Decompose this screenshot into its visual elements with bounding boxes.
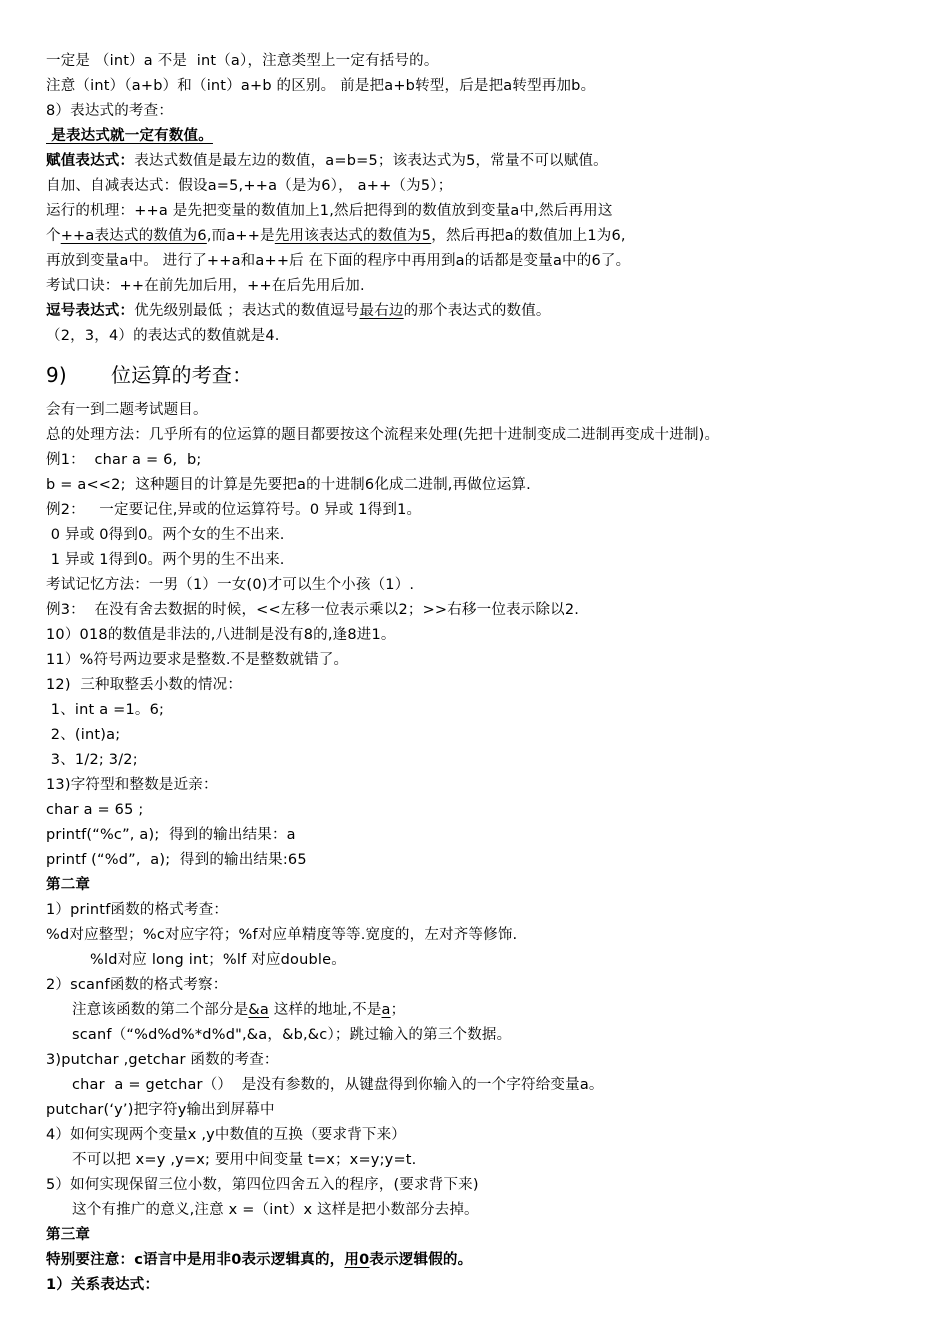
code-line-getchar: char a = getchar（） 是没有参数的，从键盘得到你输入的一个字符给变量a。: [72, 1077, 604, 1093]
text-line-increment: 自加、自减表达式：假设a=5,++a（是为6）， a++（为5）；: [46, 178, 453, 194]
section-heading-12: 12) 三种取整丢小数的情况：: [46, 677, 243, 693]
text-line-comma-expr: 逗号表达式：优先级别最低 ；表达式的数值逗号最右边的那个表达式的数值。: [46, 303, 551, 319]
text-line-swap: 4）如何实现两个变量x ,y中数值的互换（要求背下来）: [46, 1127, 407, 1143]
text-line-format-specs: %d对应整型；%c对应字符；%f对应单精度等等.宽度的，左对齐等修饰.: [46, 927, 518, 943]
text-line-case-2: 2、(int)a;: [46, 727, 121, 743]
text-line-mechanism-3: 再放到变量a中。 进行了++a和a++后 在下面的程序中再用到a的话都是变量a中的6了。: [46, 253, 631, 269]
text-line-example-1: 例1： char a = 6, b;: [46, 452, 202, 468]
code-line-scanf: scanf（“%d%d%*d%d",&a，&b,&c）；跳过输入的第三个数据。: [72, 1027, 512, 1043]
text-line-mechanism: 运行的机理：++a 是先把变量的数值加上1,然后把得到的数值放到变量a中,然后再用这: [46, 203, 613, 219]
text-line-memory: 考试记忆方法：一男（1）一女(0)才可以生个小孩（1）.: [46, 577, 415, 593]
text-line-9-2: 总的处理方法：几乎所有的位运算的题目都要按这个流程来处理(先把十进制变成二进制再变成十进制)。: [46, 427, 720, 443]
text-line-1: 一定是 （int）a 不是 int（a），注意类型上一定有括号的。: [46, 53, 439, 69]
text-line-comma-example: （2，3，4）的表达式的数值就是4.: [46, 328, 280, 344]
section-heading-10: 10）018的数值是非法的,八进制是没有8的,逢8进1。: [46, 627, 396, 643]
code-line-putchar: putchar(‘y’)把字符y输出到屏幕中: [46, 1102, 275, 1118]
text-line-mechanism-2: 个++a表达式的数值为6,而a++是先用该表达式的数值为5，然后再把a的数值加上1为6,: [46, 228, 626, 244]
text-line-scanf-note: 注意该函数的第二个部分是&a 这样的地址,不是a；: [72, 1002, 406, 1018]
section-heading-13: 13)字符型和整数是近亲：: [46, 777, 218, 793]
text-line-xor-1: 1 异或 1得到0。两个男的生不出来.: [46, 552, 285, 568]
text-line-assignment: 赋值表达式：表达式数值是最左边的数值，a=b=5；该表达式为5，常量不可以赋值。: [46, 153, 608, 169]
text-line-case-1: 1、int a =1。6;: [46, 702, 165, 718]
text-line-example-3: 例3： 在没有舍去数据的时候，<<左移一位表示乘以2；>>右移一位表示除以2.: [46, 602, 580, 618]
text-line-swap-code: 不可以把 x=y ,y=x; 要用中间变量 t=x；x=y;y=t.: [72, 1152, 417, 1168]
code-line-char: char a = 65 ;: [46, 802, 144, 818]
section-heading-9: 9) 位运算的考查：: [46, 363, 253, 387]
text-line-mnemonic: 考试口诀：++在前先加后用，++在后先用后加.: [46, 278, 365, 294]
text-line-relational: 1）关系表达式：: [46, 1277, 160, 1293]
text-line-shift: b = a<<2; 这种题目的计算是先要把a的十进制6化成二进制,再做位运算.: [46, 477, 531, 493]
chapter-3-heading: 第三章: [46, 1227, 91, 1243]
text-line-rounding: 5）如何实现保留三位小数，第四位四舍五入的程序，(要求背下来): [46, 1177, 479, 1193]
text-line-rounding-note: 这个有推广的意义,注意 x =（int）x 这样是把小数部分去掉。: [72, 1202, 479, 1218]
chapter-2-heading: 第二章: [46, 877, 91, 893]
text-line-putchar-getchar: 3)putchar ,getchar 函数的考查：: [46, 1052, 279, 1068]
text-line-format-specs-2: %ld对应 long int；%lf 对应double。: [90, 952, 346, 968]
text-line-scanf-format: 2）scanf函数的格式考察：: [46, 977, 228, 993]
key-point-expression-value: 是表达式就一定有数值。: [46, 128, 213, 144]
text-line-xor-0: 0 异或 0得到0。两个女的生不出来.: [46, 527, 285, 543]
text-line-logic-note: 特别要注意：c语言中是用非0表示逻辑真的，用0表示逻辑假的。: [46, 1252, 473, 1268]
text-line-case-3: 3、1/2; 3/2;: [46, 752, 138, 768]
text-line-printf-format: 1）printf函数的格式考查：: [46, 902, 229, 918]
section-heading-11: 11）%符号两边要求是整数.不是整数就错了。: [46, 652, 349, 668]
code-line-printf-c: printf(“%c”, a); 得到的输出结果：a: [46, 827, 296, 843]
text-line-2: 注意（int）（a+b）和（int）a+b 的区别。 前是把a+b转型，后是把a转型再加b。: [46, 78, 596, 94]
section-heading-8: 8）表达式的考查：: [46, 103, 174, 119]
text-line-example-2: 例2： 一定要记住,异或的位运算符号。0 异或 1得到1。: [46, 502, 422, 518]
text-line-9-1: 会有一到二题考试题目。: [46, 402, 208, 418]
code-line-printf-d: printf (“%d”, a); 得到的输出结果:65: [46, 852, 307, 868]
